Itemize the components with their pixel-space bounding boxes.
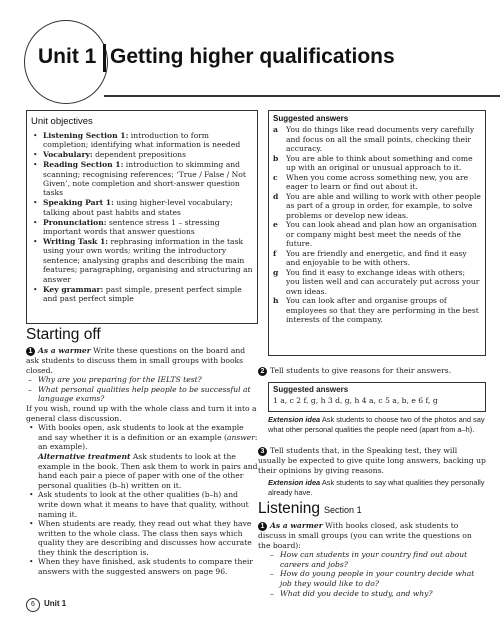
extension-text: Ask students to say what qualities they personally already have. [268,478,485,497]
objective-label: Key grammar: [43,284,104,294]
alternative-text: Ask students to look at the example in the book. Then ask them to work in pairs and hand each pair a piece of paper with one of the other personal qualities (b–h) written on it. [38,451,258,490]
objective-item [31,131,253,150]
header-rule [104,95,500,97]
objective-text: rephrasing information in the task using your own words; writing the introductory sentence; analysing graphs and describing the main features; paragraphing, organising and structuring an answer [43,236,253,284]
suggested-answers-box [268,110,486,356]
objectives-list [31,131,253,304]
answer-letter: d [273,191,279,201]
suggested-answers-box-2 [268,382,486,412]
answer-item [273,220,481,249]
objective-text: introduction to skimming and scanning; recognising references; ‘True / False / Not Given’, note completion and short-answer question tasks [43,160,246,198]
alternative-label: Alternative treatment [38,451,131,461]
answer-letter: b [273,153,279,163]
objective-text: introduction to form completion; identifying what information is needed [43,131,241,150]
title-divider [103,44,106,72]
objective-label: Pronunciation: [43,217,107,227]
step-2-text: Tell students to give reasons for their answers. [270,366,452,375]
answer-item [273,173,481,192]
objective-item [31,218,253,237]
objective-item [31,237,253,284]
objective-item [31,160,253,198]
suggested-answers-title: Suggested answers [273,114,349,123]
step-number-icon: 1 [26,347,35,356]
answer-item [273,154,481,173]
answer-letter: g [273,267,279,277]
warmer-text: With books closed, ask students to discuss in small groups (you can write the questions on the board): [258,521,472,550]
extension-label: Extension idea [268,478,321,487]
procedure-list [26,423,258,577]
answer-item [273,296,481,325]
answer-text: You are friendly and energetic, and find it easy and enjoyable to be with others. [286,248,467,267]
extension-label: Extension idea [268,415,321,424]
objective-label: Listening Section 1: [43,131,129,140]
step-number-icon: 3 [258,447,267,456]
step-3 [258,446,486,475]
answer-letter: a [273,125,278,134]
page-header [0,0,500,95]
starting-off-heading: Starting off [26,326,101,343]
procedure-item: • When students are ready, they read out what they have written to the whole class. The class then says which quality they are describing and discusses how accurate they think the description is. [26,519,258,557]
answer-text: You do things like read documents very carefully and focus on all the small points, checking their accuracy. [286,125,475,153]
warmer-label: As a warmer [270,521,323,530]
warmer-label: As a warmer [38,346,91,355]
round-up-text: If you wish, round up with the whole class and turn it into a general class discussion. [26,403,257,423]
step-number-icon: 1 [258,522,267,531]
objective-text: past simple, present perfect simple and past perfect simple [43,284,242,303]
objective-label: Reading Section 1: [43,160,124,170]
procedure-text: With books open, ask students to look at the example and say whether it is a definition or an example ( [38,423,244,442]
listening-body [258,521,486,598]
answer-item [273,268,481,297]
answers-text: 1 a, c 2 f, g, h 3 d, g, h 4 a, c 5 a, b, e 6 f, g [273,396,438,405]
listening-heading [258,500,362,518]
extension-text: Ask students to choose two of the photos and say what other personal qualities the people need (apart from a–h). [268,415,485,434]
answer-text: You find it easy to exchange ideas with others; you listen well and can accurately put across your own ideas. [286,267,480,296]
answer-letter: e [273,220,278,229]
objective-text: dependent prepositions [92,150,186,160]
step-3-text: Tell students that, in the Speaking test, they will usually be expected to give quite long answers, backing up their opinions by giving reasons. [258,446,486,475]
extension-idea-1 [268,415,486,434]
page-number: 6 [26,598,40,612]
suggested-answers-title: Suggested answers [273,385,349,394]
warmer-questions [26,375,258,404]
answer-text: When you come across something new, you are eager to learn or find out about it. [286,172,469,191]
step-number-icon: 2 [258,367,267,376]
objective-label: Writing Task 1: [43,236,109,246]
answer-text: You are able to think about something and come up with an original or unusual approach to it. [286,153,473,172]
objective-item [31,150,253,159]
answer-item [273,249,481,268]
warmer-text: Write these questions on the board and ask students to discuss them in small groups with books closed. [26,346,246,375]
procedure-item [26,423,258,490]
objective-item [31,285,253,304]
answer-item [273,192,481,221]
listening-section: Section 1 [324,505,362,515]
objective-label: Speaking Part 1: [43,198,114,208]
procedure-item: • Ask students to look at the other qualities (b–h) and write down what it means to have that quality, without naming it. [26,490,258,519]
question-item: – How do young people in your country decide what job they would like to do? [268,569,486,588]
objective-text: sentence stress 1 – stressing important words that answer questions [43,217,220,237]
answer-text: You are able and willing to work with other people as part of a group in order, for example, to solve problems or develop new ideas. [286,191,481,220]
objectives-title: Unit objectives [31,116,93,127]
warmer-paragraph [26,346,258,375]
objective-label: Vocabulary: [43,150,93,160]
unit-objectives-box [26,110,258,324]
answer-label: answer [226,432,255,442]
question-item: – Why are you preparing for the IELTS test? [26,375,258,385]
answer-letter: c [273,172,278,182]
objective-text: using higher-level vocabulary; talking about past habits and states [43,198,233,217]
footer-unit: Unit 1 [44,599,67,608]
listening-warmer [258,521,486,550]
listening-questions [258,550,486,598]
answer-text: You can look after and organise groups of employees so that they are performing in the best interests of the company. [286,296,479,324]
procedure-item: • When they have finished, ask students to compare their answers with the suggested answers on page 96. [26,557,258,576]
extension-idea-2 [268,478,486,497]
answers-list [273,125,481,325]
objective-item [31,198,253,217]
answer-letter: h [273,296,279,305]
unit-label: Unit 1 [38,45,97,68]
answer-value: : an example). [38,432,258,452]
answer-letter: f [273,248,277,258]
starting-off-body [26,346,258,577]
page-title: Getting higher qualifications [110,45,395,68]
step-2 [258,366,486,376]
listening-title: Listening [258,500,321,517]
question-item: – How can students in your country find out about careers and jobs? [268,550,486,569]
answer-text: You can look ahead and plan how an organisation or company might best meet the needs of the future. [286,220,477,248]
answer-item [273,125,481,154]
question-item: – What personal qualities help people to be successful at language exams? [26,385,258,404]
question-item: – What did you decide to study, and why? [268,589,486,599]
